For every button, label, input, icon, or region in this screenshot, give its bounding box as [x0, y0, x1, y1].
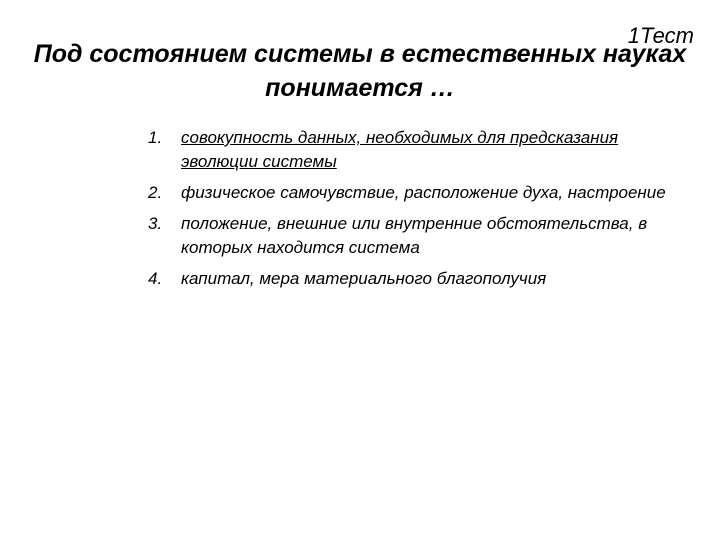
- answer-option-3[interactable]: [148, 212, 688, 260]
- answer-list: [148, 126, 688, 298]
- test-label: 1Тест: [627, 23, 694, 48]
- answer-number: 3.: [148, 214, 163, 233]
- answer-number: 1.: [148, 128, 163, 147]
- answer-number: 4.: [148, 269, 163, 288]
- answer-option-1[interactable]: [148, 126, 688, 174]
- answer-number: 2.: [148, 183, 163, 202]
- question-title: Под состоянием системы в естественных науках понимается …: [33, 40, 687, 102]
- answer-text: физическое самочувствие, расположение духа, настроение: [181, 183, 666, 202]
- answer-text: совокупность данных, необходимых для предсказания эволюции системы: [181, 128, 619, 171]
- answer-option-2[interactable]: [148, 181, 688, 205]
- answer-option-4[interactable]: [148, 267, 688, 291]
- answer-text: положение, внешние или внутренние обстоятельства, в которых находится система: [181, 214, 648, 257]
- answer-text: капитал, мера материального благополучия: [181, 269, 547, 288]
